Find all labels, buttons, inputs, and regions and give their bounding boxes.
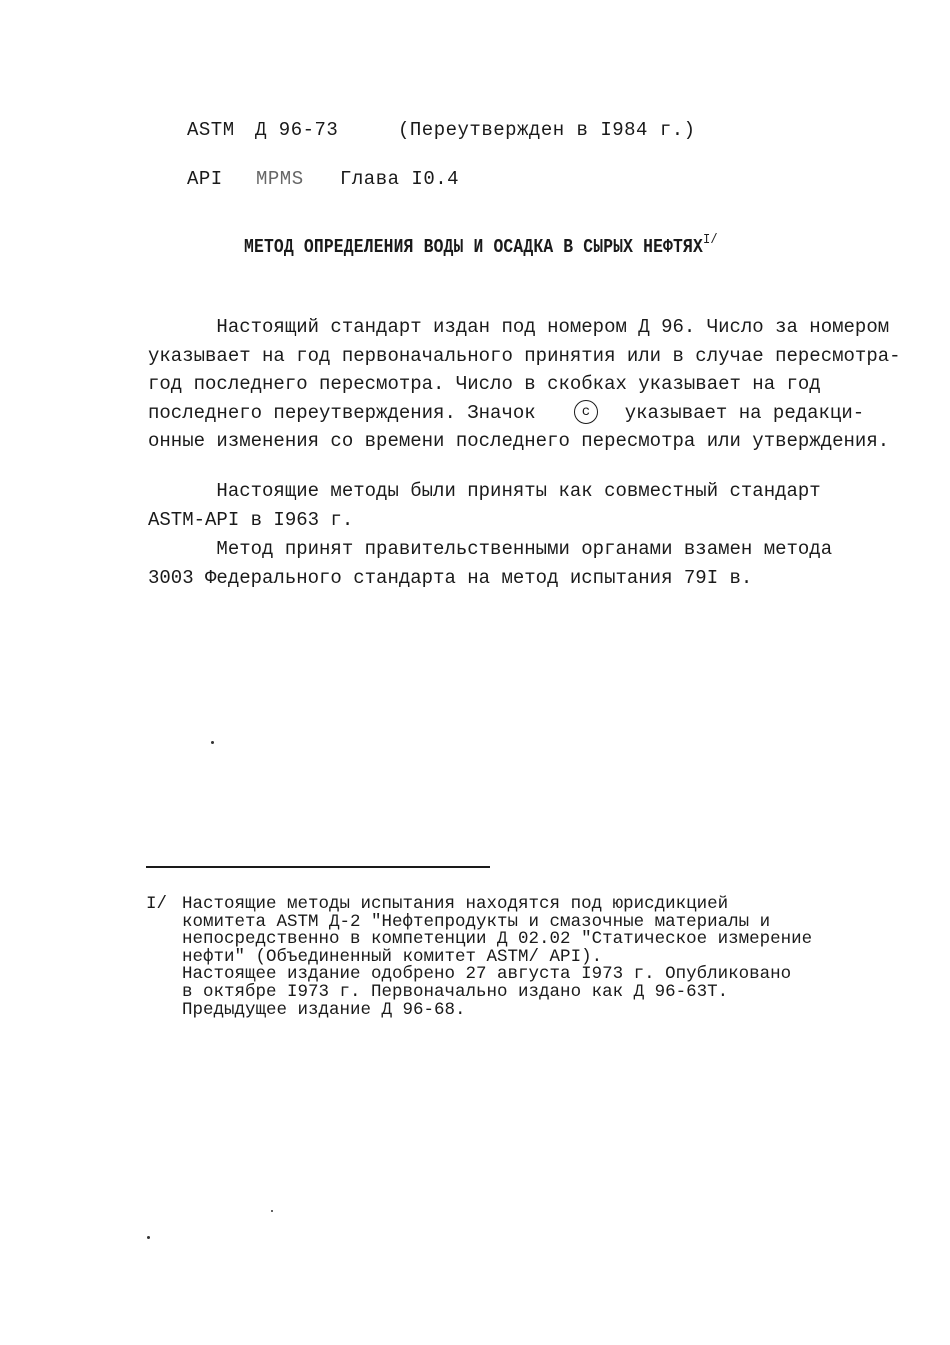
paragraph-line: Настоящие методы были приняты как совместный стандарт <box>148 480 821 502</box>
paragraph-line: ASTM-API в I963 г. <box>148 508 354 531</box>
paragraph-line: онные изменения со времени последнего пересмотра или утверждения. <box>148 430 890 452</box>
api-mpms: MPMS <box>256 168 304 190</box>
footnote-line: Предыдущее издание Д 96-68. <box>182 999 466 1020</box>
copyright-icon: c <box>574 400 598 424</box>
astm-label: ASTM <box>187 119 235 141</box>
paragraph-1 <box>148 313 928 456</box>
paragraph-3 <box>148 535 928 592</box>
paragraph-line: Метод принят правительственными органами взамен метода <box>148 538 833 560</box>
reapproval-note: (Переутвержден в I984 г.) <box>398 119 696 141</box>
footnote-body <box>182 896 812 1019</box>
title-text: МЕТОД ОПРЕДЕЛЕНИЯ ВОДЫ И ОСАДКА В СЫРЫХ НЕФТЯХ <box>244 236 703 258</box>
paragraph-line-with-symbol <box>148 399 928 428</box>
footnote-separator <box>146 866 490 868</box>
paragraph-2 <box>148 477 928 534</box>
paragraph-line: указывает на редакци- <box>601 401 865 424</box>
footnote-line: Настоящие методы испытания находятся под юрисдикцией <box>182 894 729 914</box>
document-title <box>244 232 718 258</box>
footnote-line: непосредственно в компетенции Д 02.02 "Статическое измерение <box>182 929 813 950</box>
footnote-line: нефти" (Объединенный комитет ASTM/ API). <box>182 946 603 967</box>
api-chapter: Глава I0.4 <box>340 168 460 190</box>
paragraph-line: 3003 Федерального стандарта на метод испытания 79I в. <box>148 566 753 589</box>
paragraph-line: последнего переутверждения. Значок <box>148 401 536 424</box>
title-footnote-ref: I/ <box>702 232 718 248</box>
astm-number: Д 96-73 <box>255 119 339 141</box>
print-speck <box>271 1210 273 1212</box>
print-speck <box>147 1236 150 1239</box>
footnote-line: в октябре I973 г. Первоначально издано как Д 96-63Т. <box>182 981 729 1002</box>
paragraph-line: год последнего пересмотра. Число в скобках указывает на год <box>148 373 821 395</box>
print-speck <box>211 741 214 744</box>
paragraph-line: указывает на год первоначального принятия или в случае пересмотра- <box>148 344 901 367</box>
footnote-marker: I/ <box>146 894 168 914</box>
api-label: API <box>187 168 223 190</box>
paragraph-line: Настоящий стандарт издан под номером Д 96. Число за номером <box>148 316 890 338</box>
footnote-line: Настоящее издание одобрено 27 августа I973 г. Опубликовано <box>182 964 792 985</box>
footnote-line: комитета ASTM Д-2 "Нефтепродукты и смазочные материалы и <box>182 911 771 932</box>
